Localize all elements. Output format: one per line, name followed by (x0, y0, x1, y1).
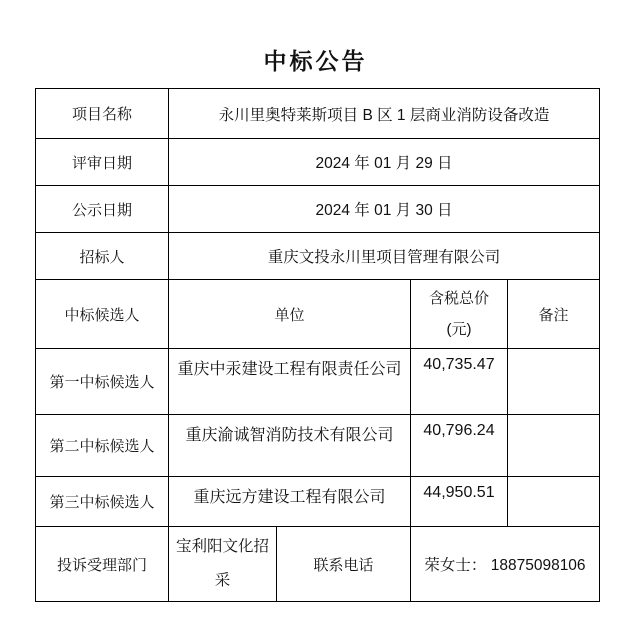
candidate-header-row (36, 280, 600, 349)
candidate-2-remark (508, 415, 600, 477)
publicity-date-value: 2024 年 01 月 30 日 (169, 186, 600, 233)
candidate-1-price: 40,735.47 (411, 349, 508, 415)
project-name-value: 永川里奥特莱斯项目 B 区 1 层商业消防设备改造 (169, 89, 600, 139)
publicity-date-label: 公示日期 (36, 186, 169, 233)
tenderer-value: 重庆文投永川里项目管理有限公司 (169, 233, 600, 280)
row-project-name (36, 89, 600, 139)
complaint-row (36, 527, 600, 602)
complaint-department: 宝利阳文化招采 (169, 527, 277, 602)
candidate-2-price: 40,796.24 (411, 415, 508, 477)
row-tenderer (36, 233, 600, 280)
complaint-contact: 荣女士： 18875098106 (411, 527, 600, 602)
candidate-row-3 (36, 477, 600, 527)
candidate-row-1 (36, 349, 600, 415)
candidate-3-price: 44,950.51 (411, 477, 508, 527)
announcement-table (35, 88, 600, 602)
candidate-1-company: 重庆中汞建设工程有限责任公司 (169, 349, 411, 415)
phone-label: 联系电话 (277, 527, 411, 602)
row-review-date (36, 139, 600, 186)
review-date-label: 评审日期 (36, 139, 169, 186)
candidate-3-company: 重庆远方建设工程有限公司 (169, 477, 411, 527)
project-name-label: 项目名称 (36, 89, 169, 139)
complaint-label: 投诉受理部门 (36, 527, 169, 602)
candidate-column-header: 中标候选人 (36, 280, 169, 349)
tenderer-label: 招标人 (36, 233, 169, 280)
candidate-3-rank: 第三中标候选人 (36, 477, 169, 527)
candidate-1-rank: 第一中标候选人 (36, 349, 169, 415)
candidate-3-remark (508, 477, 600, 527)
candidate-1-remark (508, 349, 600, 415)
candidate-row-2 (36, 415, 600, 477)
review-date-value: 2024 年 01 月 29 日 (169, 139, 600, 186)
row-publicity-date (36, 186, 600, 233)
remark-column-header: 备注 (508, 280, 600, 349)
candidate-2-company: 重庆渝诚智消防技术有限公司 (169, 415, 411, 477)
price-column-header (411, 280, 508, 349)
unit-column-header: 单位 (169, 280, 411, 349)
price-header-line1: 含税总价 (428, 290, 489, 307)
candidate-2-rank: 第二中标候选人 (36, 415, 169, 477)
page-title: 中标公告 (263, 48, 368, 74)
price-header-line2: (元) (446, 321, 472, 338)
